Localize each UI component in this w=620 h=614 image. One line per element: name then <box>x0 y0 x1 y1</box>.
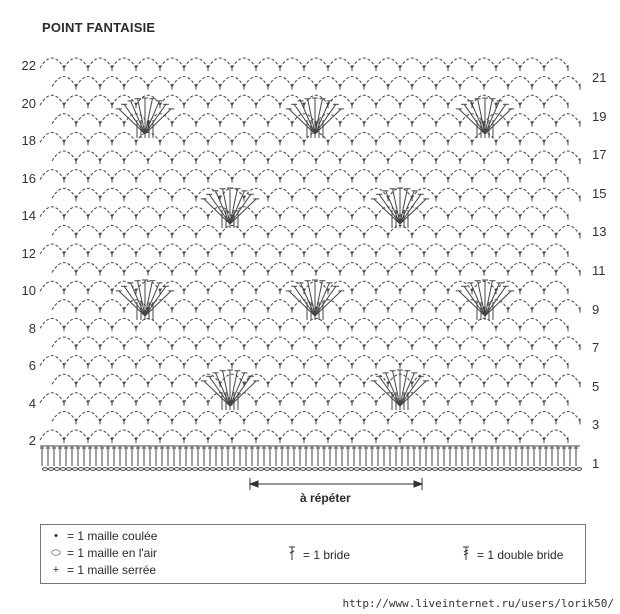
slip-stitch-icon: • <box>54 530 58 542</box>
legend <box>40 524 586 584</box>
row-number-right: 11 <box>592 263 606 278</box>
row-number-left: 14 <box>21 208 36 223</box>
legend-tr: = 1 double bride <box>459 545 563 564</box>
legend-chain: ⬭ = 1 maille en l'air <box>49 546 157 560</box>
double-crochet-icon <box>285 545 299 564</box>
row-number-right: 7 <box>592 340 600 356</box>
row-number-left: 2 <box>28 433 36 448</box>
row-number-left: 10 <box>21 283 36 298</box>
row-number-right: 21 <box>592 70 607 85</box>
single-crochet-icon: + <box>52 564 60 576</box>
fan-motifs <box>116 98 514 410</box>
row-number-right: 5 <box>592 378 600 394</box>
repeat-label: à répéter <box>300 491 351 505</box>
row-number-left: 6 <box>28 358 36 373</box>
row-number-left: 16 <box>21 170 36 186</box>
chain-stitch-icon: ⬭ <box>51 546 61 559</box>
legend-dc: = 1 bride <box>285 545 350 564</box>
repeat-bracket <box>250 478 422 490</box>
row-number-left: 12 <box>21 245 36 261</box>
treble-crochet-icon <box>459 545 473 564</box>
row-number-left: 22 <box>21 58 36 73</box>
row-number-right: 13 <box>592 224 607 240</box>
chart-title: POINT FANTAISIE <box>42 20 156 35</box>
row-number-right: 9 <box>592 301 600 317</box>
row-number-left: 18 <box>21 133 36 148</box>
row-number-right: 17 <box>592 147 607 163</box>
foundation-row <box>40 446 582 470</box>
row-number-right: 3 <box>592 417 600 433</box>
row-number-right: 19 <box>592 108 607 124</box>
row-number-left: 4 <box>28 395 36 411</box>
row-number-left: 8 <box>28 320 36 336</box>
legend-slip: • = 1 maille coulée <box>49 529 157 543</box>
watermark-url: http://www.liveinternet.ru/users/lorik50/ <box>342 597 614 610</box>
chain-arches <box>40 58 580 443</box>
row-number-left: 20 <box>21 95 36 111</box>
legend-single: + = 1 maille serrée <box>49 563 156 577</box>
row-number-right: 1 <box>592 456 600 471</box>
row-number-right: 15 <box>592 185 607 201</box>
